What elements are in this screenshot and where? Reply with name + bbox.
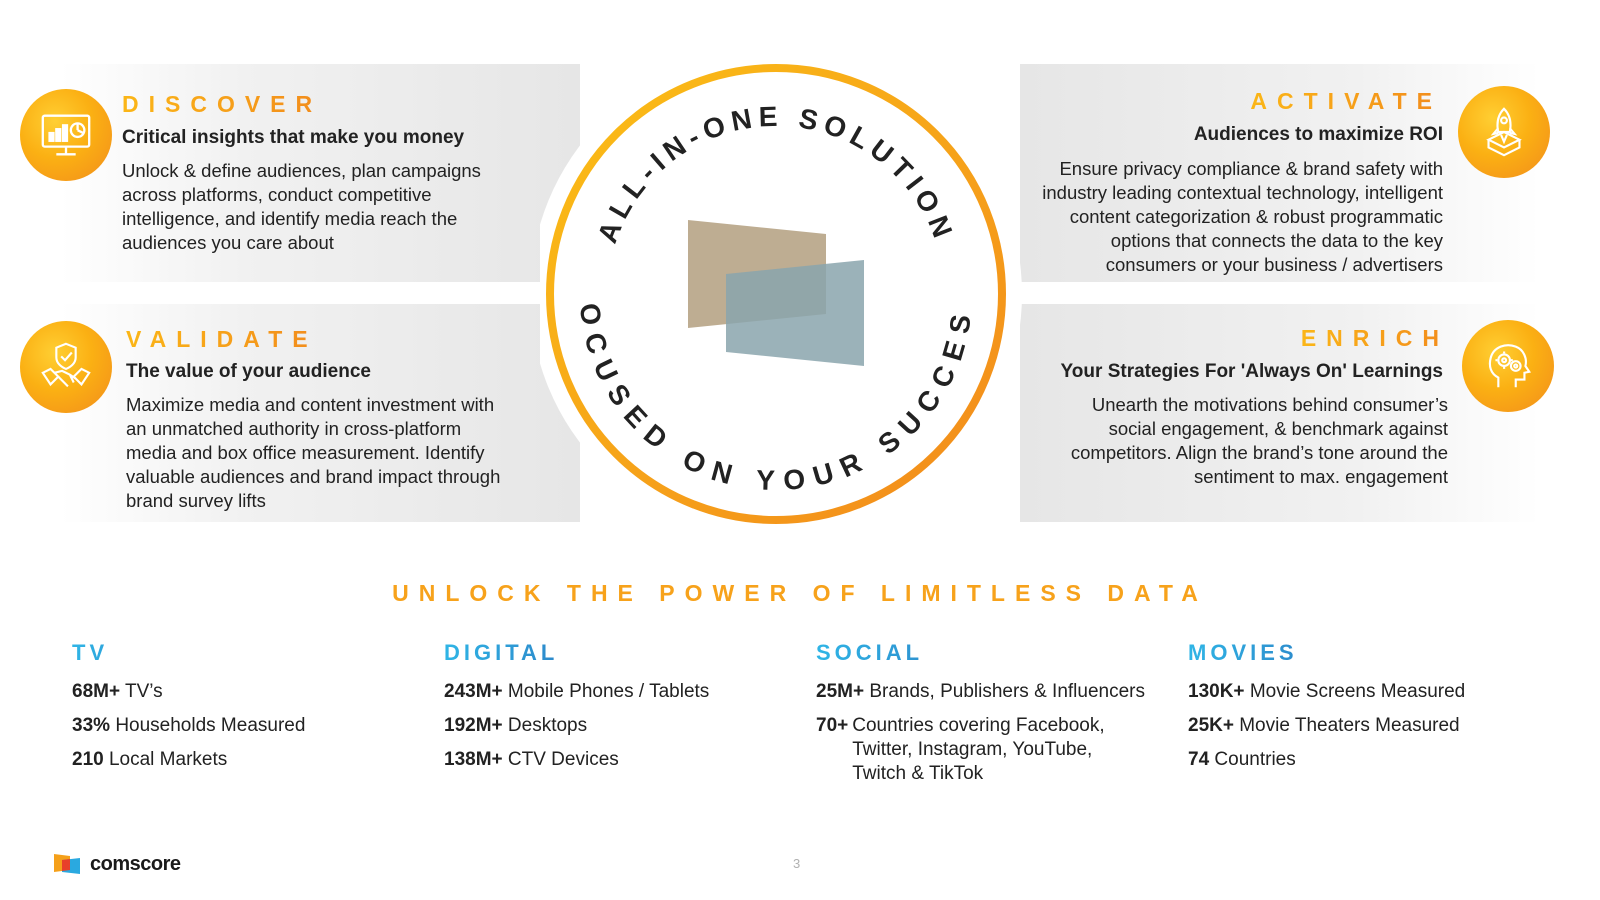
unlock-heading: UNLOCK THE POWER OF LIMITLESS DATA [392, 580, 1208, 606]
stat-number: 243M+ [444, 681, 503, 702]
stat-label: Households Measured [115, 715, 306, 736]
rocket-launch-icon [1458, 86, 1550, 178]
stat-label: Countries covering Facebook, [852, 715, 1105, 736]
enrich-subtitle: Your Strategies For 'Always On' Learnings [1060, 361, 1443, 382]
stat-item [1188, 714, 1465, 738]
stat-number: 70+ [816, 715, 849, 736]
dashboard-monitor-icon [20, 89, 112, 181]
stat-item [444, 680, 709, 704]
stat-number: 74 [1188, 749, 1210, 770]
logo-text: comscore [90, 852, 181, 875]
stats-heading: SOCIAL [816, 640, 1145, 666]
enrich-line: social engagement, & benchmark against [1108, 418, 1448, 439]
discover-line: intelligence, and identify media reach the [122, 208, 458, 229]
stat-number: 25M+ [816, 681, 865, 702]
stat-label: Movie Theaters Measured [1239, 715, 1460, 736]
stat-item [72, 680, 305, 704]
activate-body [983, 157, 1443, 277]
stat-label: Mobile Phones / Tablets [507, 681, 710, 702]
stat-label: CTV Devices [507, 749, 619, 770]
page-number: 3 [793, 856, 801, 871]
validate-line: Maximize media and content investment with [126, 394, 495, 415]
validate-line: media and box office measurement. Identify [126, 442, 485, 463]
stat-number: 130K+ [1188, 681, 1245, 702]
stat-label: Twitch & TikTok [852, 763, 984, 784]
stat-item [1188, 748, 1465, 772]
stat-number: 192M+ [444, 715, 503, 736]
ring-bottom-text: OCUSED ON YOUR SUCCES [573, 301, 979, 497]
stat-item [816, 680, 1145, 704]
stat-label: Brands, Publishers & Influencers [869, 681, 1145, 702]
activate-line: content categorization & robust programmatic [1069, 206, 1443, 227]
stats-movies [1188, 640, 1465, 782]
activate-line: options that connects the data to the key [1110, 230, 1443, 251]
discover-line: Unlock & define audiences, plan campaigns [122, 160, 481, 181]
validate-body [126, 393, 536, 513]
stat-label: TV’s [125, 681, 163, 702]
stat-number: 68M+ [72, 681, 121, 702]
stat-item [816, 714, 1145, 786]
validate-line: an unmatched authority in cross-platform [126, 418, 462, 439]
stat-number: 25K+ [1188, 715, 1234, 736]
stats-digital [444, 640, 709, 782]
activate-line: consumers or your business / advertisers [1105, 254, 1443, 275]
activate-title: ACTIVATE [1250, 88, 1442, 114]
stats-heading: MOVIES [1188, 640, 1465, 666]
stat-label: Movie Screens Measured [1249, 681, 1466, 702]
discover-body [122, 159, 522, 255]
logo-blue-panel [726, 260, 864, 366]
comscore-logo [54, 852, 181, 876]
validate-subtitle: The value of your audience [126, 361, 371, 382]
stats-heading: DIGITAL [444, 640, 709, 666]
stat-item [1188, 680, 1465, 704]
stat-number: 210 [72, 749, 104, 770]
stat-label: Countries [1214, 749, 1296, 770]
discover-line: across platforms, conduct competitive [122, 184, 432, 205]
validate-line: brand survey lifts [126, 490, 266, 511]
enrich-title: ENRICH [1300, 325, 1449, 351]
all-in-one-ring [540, 62, 1040, 542]
activate-line: Ensure privacy compliance & brand safety with [1059, 158, 1443, 179]
activate-line: industry leading contextual technology, intelligent [1042, 182, 1443, 203]
head-gears-icon [1462, 320, 1554, 412]
stat-item [72, 748, 305, 772]
stat-item [444, 748, 709, 772]
enrich-line: sentiment to max. engagement [1193, 466, 1448, 487]
stat-number: 138M+ [444, 749, 503, 770]
stat-item [72, 714, 305, 738]
handshake-shield-icon [20, 321, 112, 413]
discover-title: DISCOVER [122, 91, 323, 117]
validate-title: VALIDATE [126, 326, 318, 352]
stats-heading: TV [72, 640, 305, 666]
stat-label: Local Markets [108, 749, 228, 770]
stat-label: Twitter, Instagram, YouTube, [852, 739, 1093, 760]
discover-line: audiences you care about [122, 232, 334, 253]
activate-subtitle: Audiences to maximize ROI [1193, 124, 1443, 145]
stats-social [816, 640, 1145, 796]
enrich-line: Unearth the motivations behind consumer’s [1091, 394, 1448, 415]
ring-top-text: ALL-IN-ONE SOLUTION [591, 100, 961, 248]
stat-number: 33% [72, 715, 111, 736]
stat-item [444, 714, 709, 738]
validate-line: valuable audiences and brand impact through [126, 466, 501, 487]
stats-tv [72, 640, 305, 782]
comscore-logo-icon [54, 852, 82, 876]
enrich-line: competitors. Align the brand’s tone around the [1070, 442, 1448, 463]
stat-label: Desktops [507, 715, 588, 736]
enrich-body [1028, 393, 1448, 489]
discover-subtitle: Critical insights that make you money [122, 127, 465, 148]
